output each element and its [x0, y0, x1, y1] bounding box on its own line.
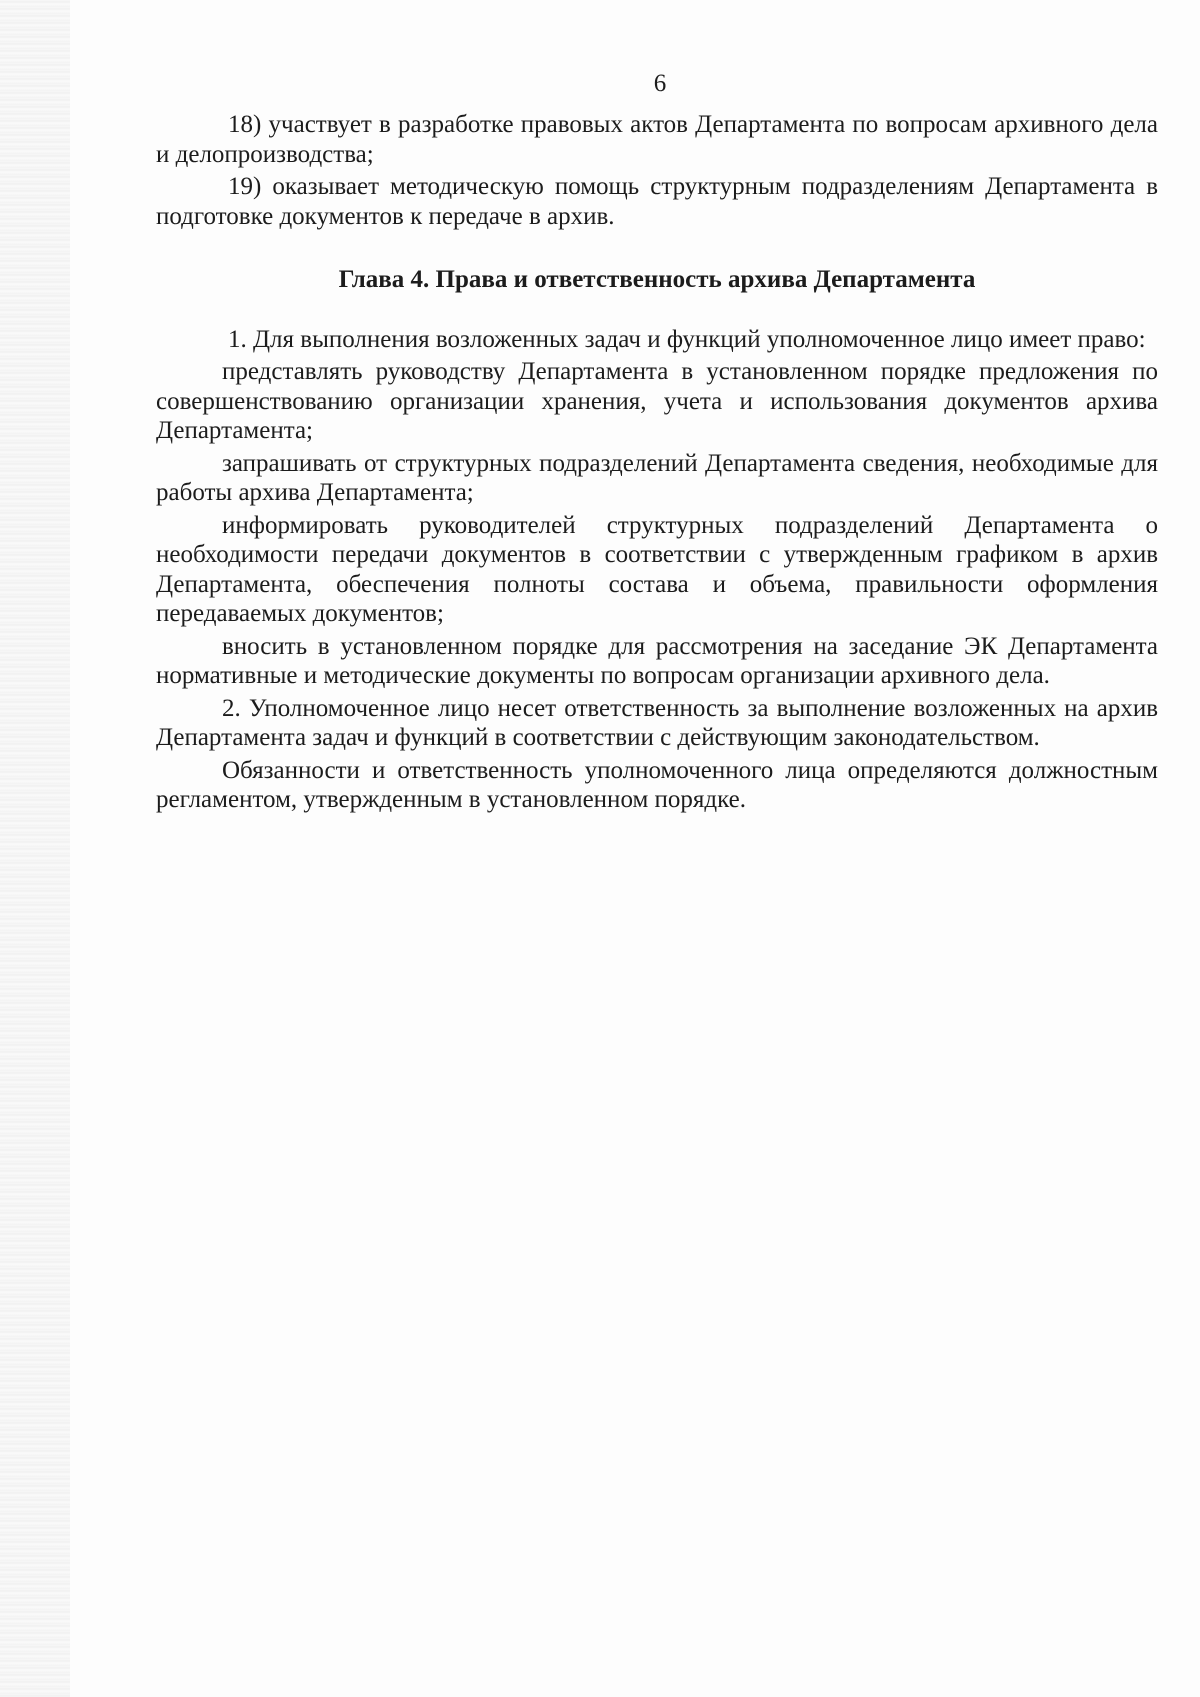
right-item-inform: информировать руководителей структурных подразделений Департамента о необходимости передачи документов в соответствии с утвержденным графиком в архив Департамента, обеспечения полноты состава и объема, правильности оформления передаваемых документов;: [156, 511, 1158, 627]
page-number: 6: [653, 70, 667, 97]
document-body: [156, 110, 1158, 815]
right-item-propose: представлять руководству Департамента в установленном порядке предложения по совершенствованию организации хранения, учета и использования документов архива Департамента;: [156, 358, 1158, 444]
right-item-submit: вносить в установленном порядке для рассмотрения на заседание ЭК Департамента нормативные и методические документы по вопросам организации архивного дела.: [156, 632, 1158, 689]
point-2-responsibility: 2. Уполномоченное лицо несет ответственность за выполнение возложенных на архив Департамента задач и функций в соответствии с действующим законодательством.: [156, 694, 1158, 751]
list-item-18: 18) участвует в разработке правовых актов Департамента по вопросам архивного дела и делопроизводства;: [156, 111, 1158, 168]
scan-edge-shadow: [0, 0, 70, 1697]
closing-paragraph: Обязанности и ответственность уполномоченного лица определяются должностным регламентом, утвержденным в установленном порядке.: [156, 756, 1158, 813]
list-item-19: 19) оказывает методическую помощь структурным подразделениям Департамента в подготовке документов к передаче в архив.: [156, 173, 1158, 230]
right-item-request: запрашивать от структурных подразделений Департамента сведения, необходимые для работы архива Департамента;: [156, 449, 1158, 506]
chapter-heading: Глава 4. Права и ответственность архива Департамента: [338, 266, 976, 293]
point-1-intro: 1. Для выполнения возложенных задач и функций уполномоченное лицо имеет право:: [228, 325, 1146, 353]
